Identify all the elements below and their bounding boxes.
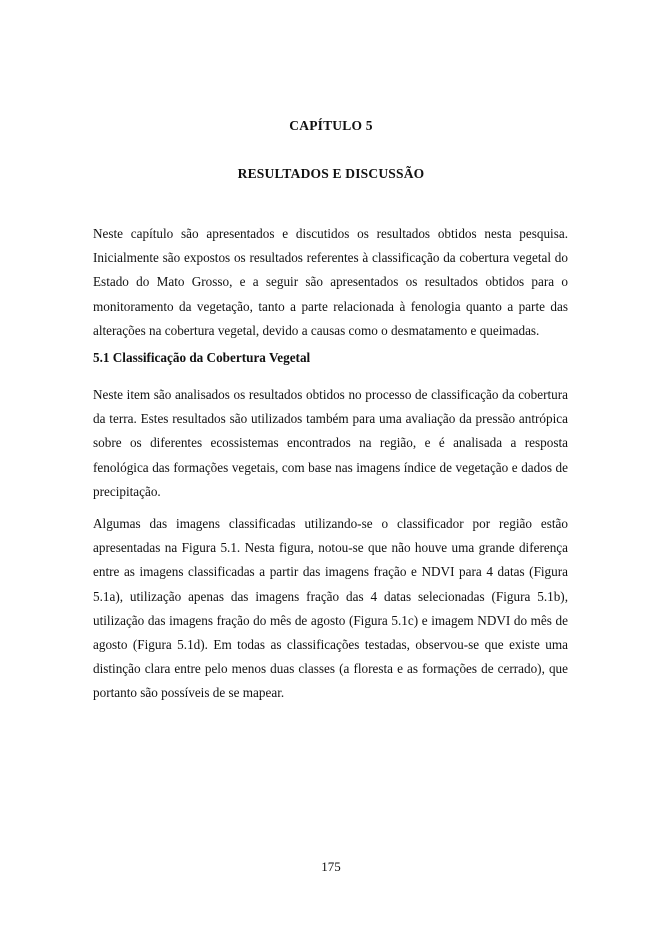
section-heading: 5.1 Classificação da Cobertura Vegetal (93, 350, 311, 365)
intro-paragraph: Neste capítulo são apresentados e discutidos os resultados obtidos nesta pesquisa. Inicialmente são expostos os resultados referentes à classificação da cobertura vegetal do Estado do Mato Grosso, e a seguir são apresentados os resultados obtidos para o monitoramento da vegetação, tanto a parte relacionada à fenologia quanto a parte das alterações na cobertura vegetal, devido a causas como o desmatamento e queimadas. (93, 226, 568, 338)
chapter-heading: CAPÍTULO 5 (289, 118, 373, 133)
page-number: 175 (321, 859, 341, 874)
section-paragraph-1: Neste item são analisados os resultados obtidos no processo de classificação da cobertura da terra. Estes resultados são utilizados também para uma avaliação da pressão antrópica sobre os diferentes ecossistemas encontrados na região, e é analisada a resposta fenológica das formações vegetais, com base nas imagens índice de vegetação e dados de precipitação. (93, 387, 568, 499)
chapter-title: RESULTADOS E DISCUSSÃO (237, 166, 425, 181)
section-paragraph-2: Algumas das imagens classificadas utilizando-se o classificador por região estão apresentadas na Figura 5.1. Nesta figura, notou-se que não houve uma grande diferença entre as imagens classificadas a partir das imagens fração e NDVI para 4 datas (Figura 5.1a), utilização apenas das imagens fração das 4 datas selecionadas (Figura 5.1b), utilização das imagens fração do mês de agosto (Figura 5.1c) e imagem NDVI do mês de agosto (Figura 5.1d). Em todas as classificações testadas, observou-se que existe uma distinção clara entre pelo menos duas classes (a floresta e as formações de cerrado), que portanto são possíveis de se mapear. (93, 516, 568, 701)
